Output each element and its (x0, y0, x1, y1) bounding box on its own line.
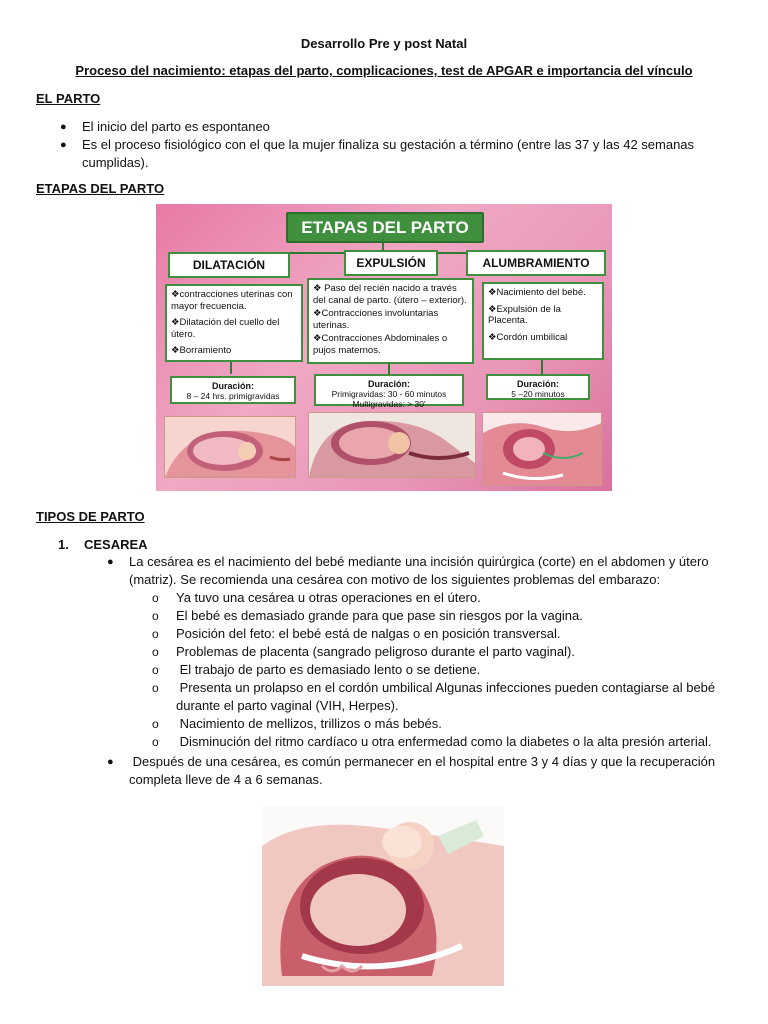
circle-bullet-icon: o (152, 717, 159, 731)
duration-dilatacion (170, 376, 296, 404)
document-title: Desarrollo Pre y post Natal (300, 36, 468, 51)
duration-alumbramiento (486, 374, 590, 400)
list-item-text: Es el proceso fisiológico con el que la mujer finaliza su gestación a término (entre las 37 y las 42 semanas (82, 137, 695, 152)
stage-expulsion: EXPULSIÓN (344, 250, 438, 276)
list-item (152, 607, 736, 625)
list-item-text: Nacimiento de mellizos, trillizos o más bebés. (176, 716, 442, 731)
duration-value: 8 – 24 hrs. primigravidas (186, 391, 280, 401)
heading-el-parto: EL PARTO (36, 91, 101, 106)
list-item-text: Presenta un prolapso en el cordón umbilical Algunas infecciones pueden contagiarse al bebé (176, 680, 716, 695)
list-item-text: El trabajo de parto es demasiado lento o se detiene. (176, 662, 481, 677)
list-item (152, 661, 736, 679)
list-item (107, 753, 749, 771)
list-item (129, 771, 749, 789)
duration-label: Duración: (367, 379, 410, 389)
circle-bullet-icon: o (152, 627, 159, 641)
stage-item: ❖Cordón umbilical (488, 331, 568, 343)
duration-value: 5 –20 minutos (511, 389, 565, 399)
el-parto-list (60, 118, 722, 172)
circle-bullet-icon: o (152, 609, 159, 623)
cesarea-intro-list (107, 553, 749, 589)
cesarea-illustration (262, 806, 504, 986)
list-item (152, 589, 736, 607)
duration-label: Duración: (211, 381, 254, 391)
etapas-infographic (156, 204, 612, 491)
list-item-text: completa lleve de 4 a 6 semanas. (129, 772, 323, 787)
list-item (176, 697, 736, 715)
list-item-text: (matriz). Se recomienda una cesárea con motivo de los siguientes problemas del embarazo: (129, 572, 661, 587)
item-number: 1. (58, 537, 69, 552)
bullet-icon: ● (107, 556, 114, 568)
stage-item: ❖Expulsión de la Placenta. (488, 303, 561, 326)
list-item (152, 679, 736, 697)
dilatacion-illustration (164, 416, 296, 478)
list-item-text: El inicio del parto es espontaneo (82, 119, 270, 134)
list-item (152, 625, 736, 643)
stage-box-expulsion (307, 278, 474, 364)
list-item (60, 118, 722, 136)
bullet-icon: ● (60, 139, 67, 151)
list-item-text: cumplidas). (82, 155, 149, 170)
duration-expulsion (314, 374, 464, 409)
arrow-down-icon (541, 360, 543, 374)
list-item (82, 154, 722, 172)
duration-value: Multigravidas: > 30' (352, 399, 426, 409)
stage-item: ❖contracciones uterinas con mayor frecuencia. (171, 289, 293, 312)
stage-item: ❖Contracciones involuntarias uterinas. (313, 308, 439, 331)
list-item-text: durante el parto vaginal (VIH, Herpes). (176, 698, 399, 713)
cesarea-after-list (107, 753, 749, 789)
alumbramiento-illustration (482, 412, 602, 486)
list-item (152, 733, 736, 751)
stage-item: ❖ Paso del recién nacido a través del canal de parto. (útero – exterior). (313, 283, 467, 306)
duration-label: Duración: (516, 379, 559, 389)
list-item-text: Después de una cesárea, es común permanecer en el hospital entre 3 y 4 días y que la recuperación (129, 754, 716, 769)
stage-item: ❖Nacimiento del bebé. (488, 287, 586, 298)
list-item-text: Disminución del ritmo cardíaco u otra enfermedad como la diabetes o la alta presión arterial. (176, 734, 712, 749)
circle-bullet-icon: o (152, 735, 159, 749)
circle-bullet-icon: o (152, 591, 159, 605)
circle-bullet-icon: o (152, 681, 159, 695)
infographic-title: ETAPAS DEL PARTO (286, 212, 484, 243)
list-item (129, 571, 749, 589)
list-item (107, 553, 749, 571)
cesarea-reasons-list (152, 589, 736, 751)
stage-box-alumbramiento (482, 282, 604, 360)
arrow-down-icon (388, 364, 390, 374)
list-item (152, 715, 736, 733)
list-item (152, 643, 736, 661)
heading-etapas: ETAPAS DEL PARTO (36, 181, 165, 196)
arrow-down-icon (230, 362, 232, 374)
list-item-text: Ya tuvo una cesárea u otras operaciones en el útero. (176, 590, 481, 605)
bullet-icon: ● (107, 756, 114, 768)
stage-alumbramiento: ALUMBRAMIENTO (466, 250, 606, 276)
list-item-text: Posición del feto: el bebé está de nalgas o en posición transversal. (176, 626, 561, 641)
document-subtitle: Proceso del nacimiento: etapas del parto, complicaciones, test de APGAR e importancia del vínculo (75, 63, 693, 78)
circle-bullet-icon: o (152, 663, 159, 677)
expulsion-illustration (308, 412, 476, 478)
stage-item: ❖Borramiento (171, 345, 232, 356)
list-item (60, 136, 722, 154)
circle-bullet-icon: o (152, 645, 159, 659)
item-title-cesarea: CESAREA (84, 537, 148, 552)
list-item-text: La cesárea es el nacimiento del bebé mediante una incisión quirúrgica (corte) en el abdomen y útero (129, 554, 709, 569)
bullet-icon: ● (60, 121, 67, 133)
list-item-text: El bebé es demasiado grande para que pase sin riesgos por la vagina. (176, 608, 583, 623)
stage-dilatacion: DILATACIÓN (168, 252, 290, 278)
heading-tipos: TIPOS DE PARTO (36, 509, 145, 524)
stage-box-dilatacion (165, 284, 303, 362)
stage-item: ❖Dilatación del cuello del útero. (171, 317, 280, 340)
duration-value: Primigravidas: 30 - 60 minutos (331, 389, 447, 399)
list-item-text: Problemas de placenta (sangrado peligroso durante el parto vaginal). (176, 644, 575, 659)
stage-item: ❖Contracciones Abdominales o pujos maternos. (313, 333, 448, 356)
